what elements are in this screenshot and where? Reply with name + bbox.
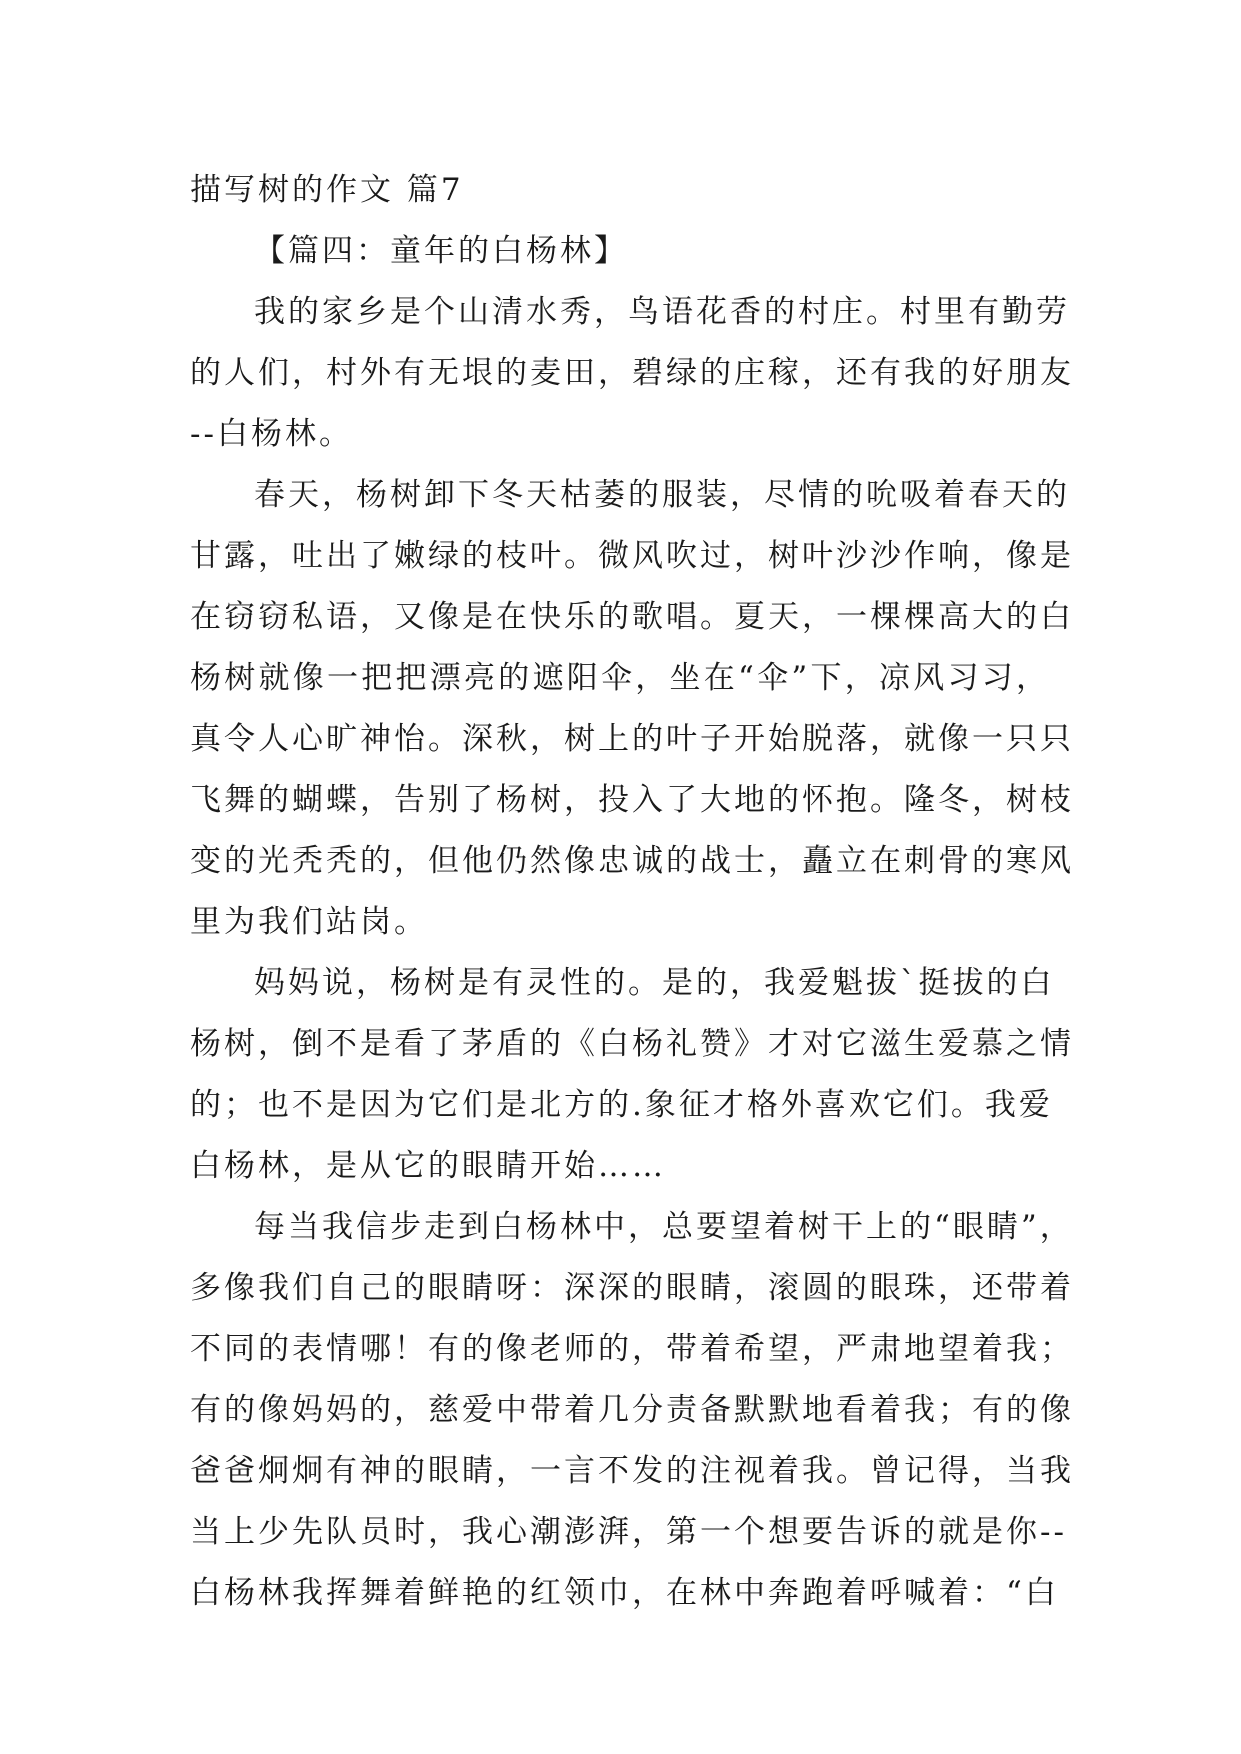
text-line: 多像我们自己的眼睛呀：深深的眼睛，滚圆的眼珠，还带着 <box>190 1270 1074 1306</box>
section-heading: 【篇四：童年的白杨林】 <box>254 233 628 269</box>
text-line: 的人们，村外有无垠的麦田，碧绿的庄稼，还有我的好朋友 <box>190 355 1074 391</box>
document-title: 描写树的作文 篇7 <box>190 172 464 208</box>
text-line: 飞舞的蝴蝶，告别了杨树，投入了大地的怀抱。隆冬，树枝 <box>190 782 1074 818</box>
text-line: 我的家乡是个山清水秀，鸟语花香的村庄。村里有勤劳 <box>254 294 1070 330</box>
document-page <box>190 160 1074 1624</box>
document-body <box>190 282 1074 1624</box>
text-line: 在窃窃私语，又像是在快乐的歌唱。夏天，一棵棵高大的白 <box>190 599 1074 635</box>
text-line: 不同的表情哪！有的像老师的，带着希望，严肃地望着我； <box>190 1331 1074 1367</box>
text-line: 的；也不是因为它们是北方的.象征才格外喜欢它们。我爱 <box>190 1087 1053 1123</box>
text-line: 白杨林我挥舞着鲜艳的红领巾，在林中奔跑着呼喊着：“白 <box>190 1575 1059 1611</box>
text-line: 妈妈说，杨树是有灵性的。是的，我爱魁拔`挺拔的白 <box>254 965 1055 1001</box>
text-line: 每当我信步走到白杨林中，总要望着树干上的“眼睛”， <box>254 1209 1074 1245</box>
text-line: 当上少先队员时，我心潮澎湃，第一个想要告诉的就是你-- <box>190 1514 1067 1550</box>
text-line: 杨树，倒不是看了茅盾的《白杨礼赞》才对它滋生爱慕之情 <box>190 1026 1074 1062</box>
text-line: 有的像妈妈的，慈爱中带着几分责备默默地看着我；有的像 <box>190 1392 1074 1428</box>
text-line: 爸爸炯炯有神的眼睛，一言不发的注视着我。曾记得，当我 <box>190 1453 1074 1489</box>
text-line: 真令人心旷神怡。深秋，树上的叶子开始脱落，就像一只只 <box>190 721 1074 757</box>
text-line: 甘露，吐出了嫩绿的枝叶。微风吹过，树叶沙沙作响，像是 <box>190 538 1074 574</box>
text-line: --白杨林。 <box>190 416 353 452</box>
text-line: 白杨林，是从它的眼睛开始…… <box>190 1148 666 1184</box>
text-line: 春天，杨树卸下冬天枯萎的服装，尽情的吮吸着春天的 <box>254 477 1070 513</box>
text-line: 里为我们站岗。 <box>190 904 428 940</box>
text-line: 杨树就像一把把漂亮的遮阳伞，坐在“伞”下，凉风习习， <box>190 660 1050 696</box>
text-line: 变的光秃秃的，但他仍然像忠诚的战士，矗立在刺骨的寒风 <box>190 843 1074 879</box>
